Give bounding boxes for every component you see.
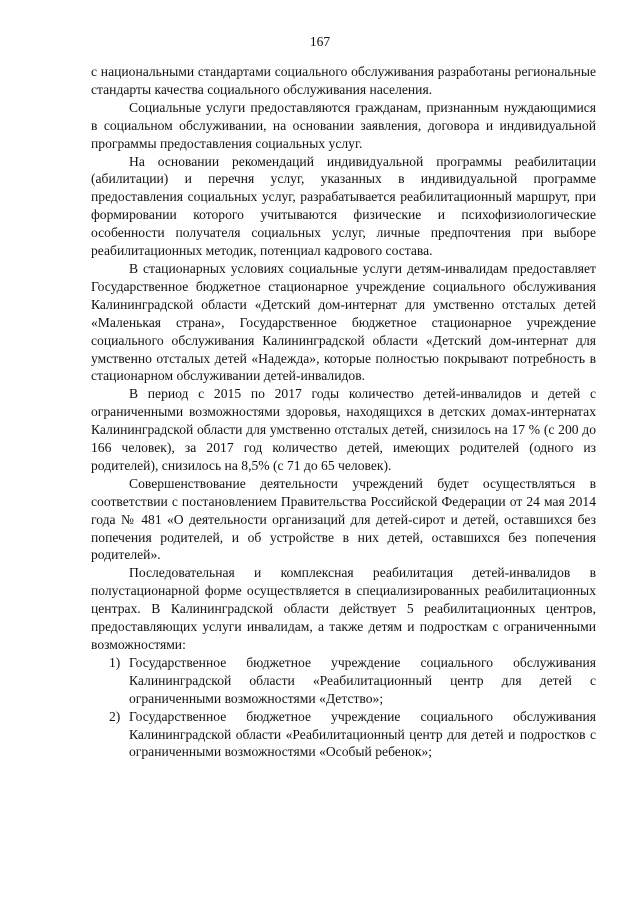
list-item (91, 654, 596, 708)
page-number: 167 (309, 34, 331, 49)
paragraph: Последовательная и комплексная реабилитация детей-инвалидов в полустационарной форме осуществляется в специализированных реабилитационных центрах. В Калининградской области действует 5 реабилитационных центров, предоставляющих услуги инвалидам, а также детям и подросткам с ограниченными возможностями: (91, 565, 596, 652)
list-item (91, 708, 596, 762)
rehabilitation-centers-list (91, 654, 596, 761)
document-body (91, 63, 596, 761)
paragraph: В стационарных условиях социальные услуги детям-инвалидам предоставляет Государственное бюджетное стационарное учреждение социального обслуживания Калининградской области «Детский дом-интернат для умственно отсталых детей «Маленькая страна», Государственное бюджетное стационарное учреждение социального обслуживания Калининградской области «Детский дом-интернат для умственно отсталых детей «Надежда», которые полностью покрывают потребность в стационарном обслуживании детей-инвалидов. (91, 260, 596, 384)
list-item-number: 2) (109, 708, 121, 724)
list-item-text: Государственное бюджетное учреждение социального обслуживания Калининградской области «Реабилитационный центр для детей и подростков с ограниченными возможностями «Особый ребенок»; (129, 708, 596, 760)
list-item-text: Государственное бюджетное учреждение социального обслуживания Калининградской области «Реабилитационный центр для детей с ограниченными возможностями «Детство»; (129, 654, 596, 706)
paragraph: Совершенствование деятельности учреждений будет осуществляться в соответствии с постановлением Правительства Российской Федерации от 24 мая 2014 года № 481 «О деятельности организаций для детей-сирот и детей, оставшихся без попечения родителей, и об устройстве в них детей, оставшихся без попечения родителей». (91, 475, 596, 563)
paragraph: В период с 2015 по 2017 годы количество детей-инвалидов и детей с ограниченными возможностями здоровья, находящихся в детских домах-интернатах Калининградской области для умственно отсталых детей, снизилось на 17 % (с 200 до 166 человек), за 2017 год количество детей, имеющих родителей (одного из родителей), снизилось на 8,5% (с 71 до 65 человек). (91, 386, 596, 473)
paragraph: с национальными стандартами социального обслуживания разработаны региональные стандарты качества социального обслуживания населения. (91, 64, 596, 97)
list-item-number: 1) (109, 654, 121, 670)
paragraph: На основании рекомендаций индивидуальной программы реабилитации (абилитации) и перечня услуг, указанных в индивидуальной программе предоставления социальных услуг, разрабатывается реабилитационный маршрут, при формировании которого учитываются физические и психофизиологические особенности получателя социальных услуг, личные предпочтения при выборе реабилитационных методик, потенциал кадрового состава. (91, 153, 596, 259)
paragraph: Социальные услуги предоставляются гражданам, признанным нуждающимися в социальном обслуживании, на основании заявления, договора и индивидуальной программы предоставления социальных услуг. (91, 99, 596, 151)
